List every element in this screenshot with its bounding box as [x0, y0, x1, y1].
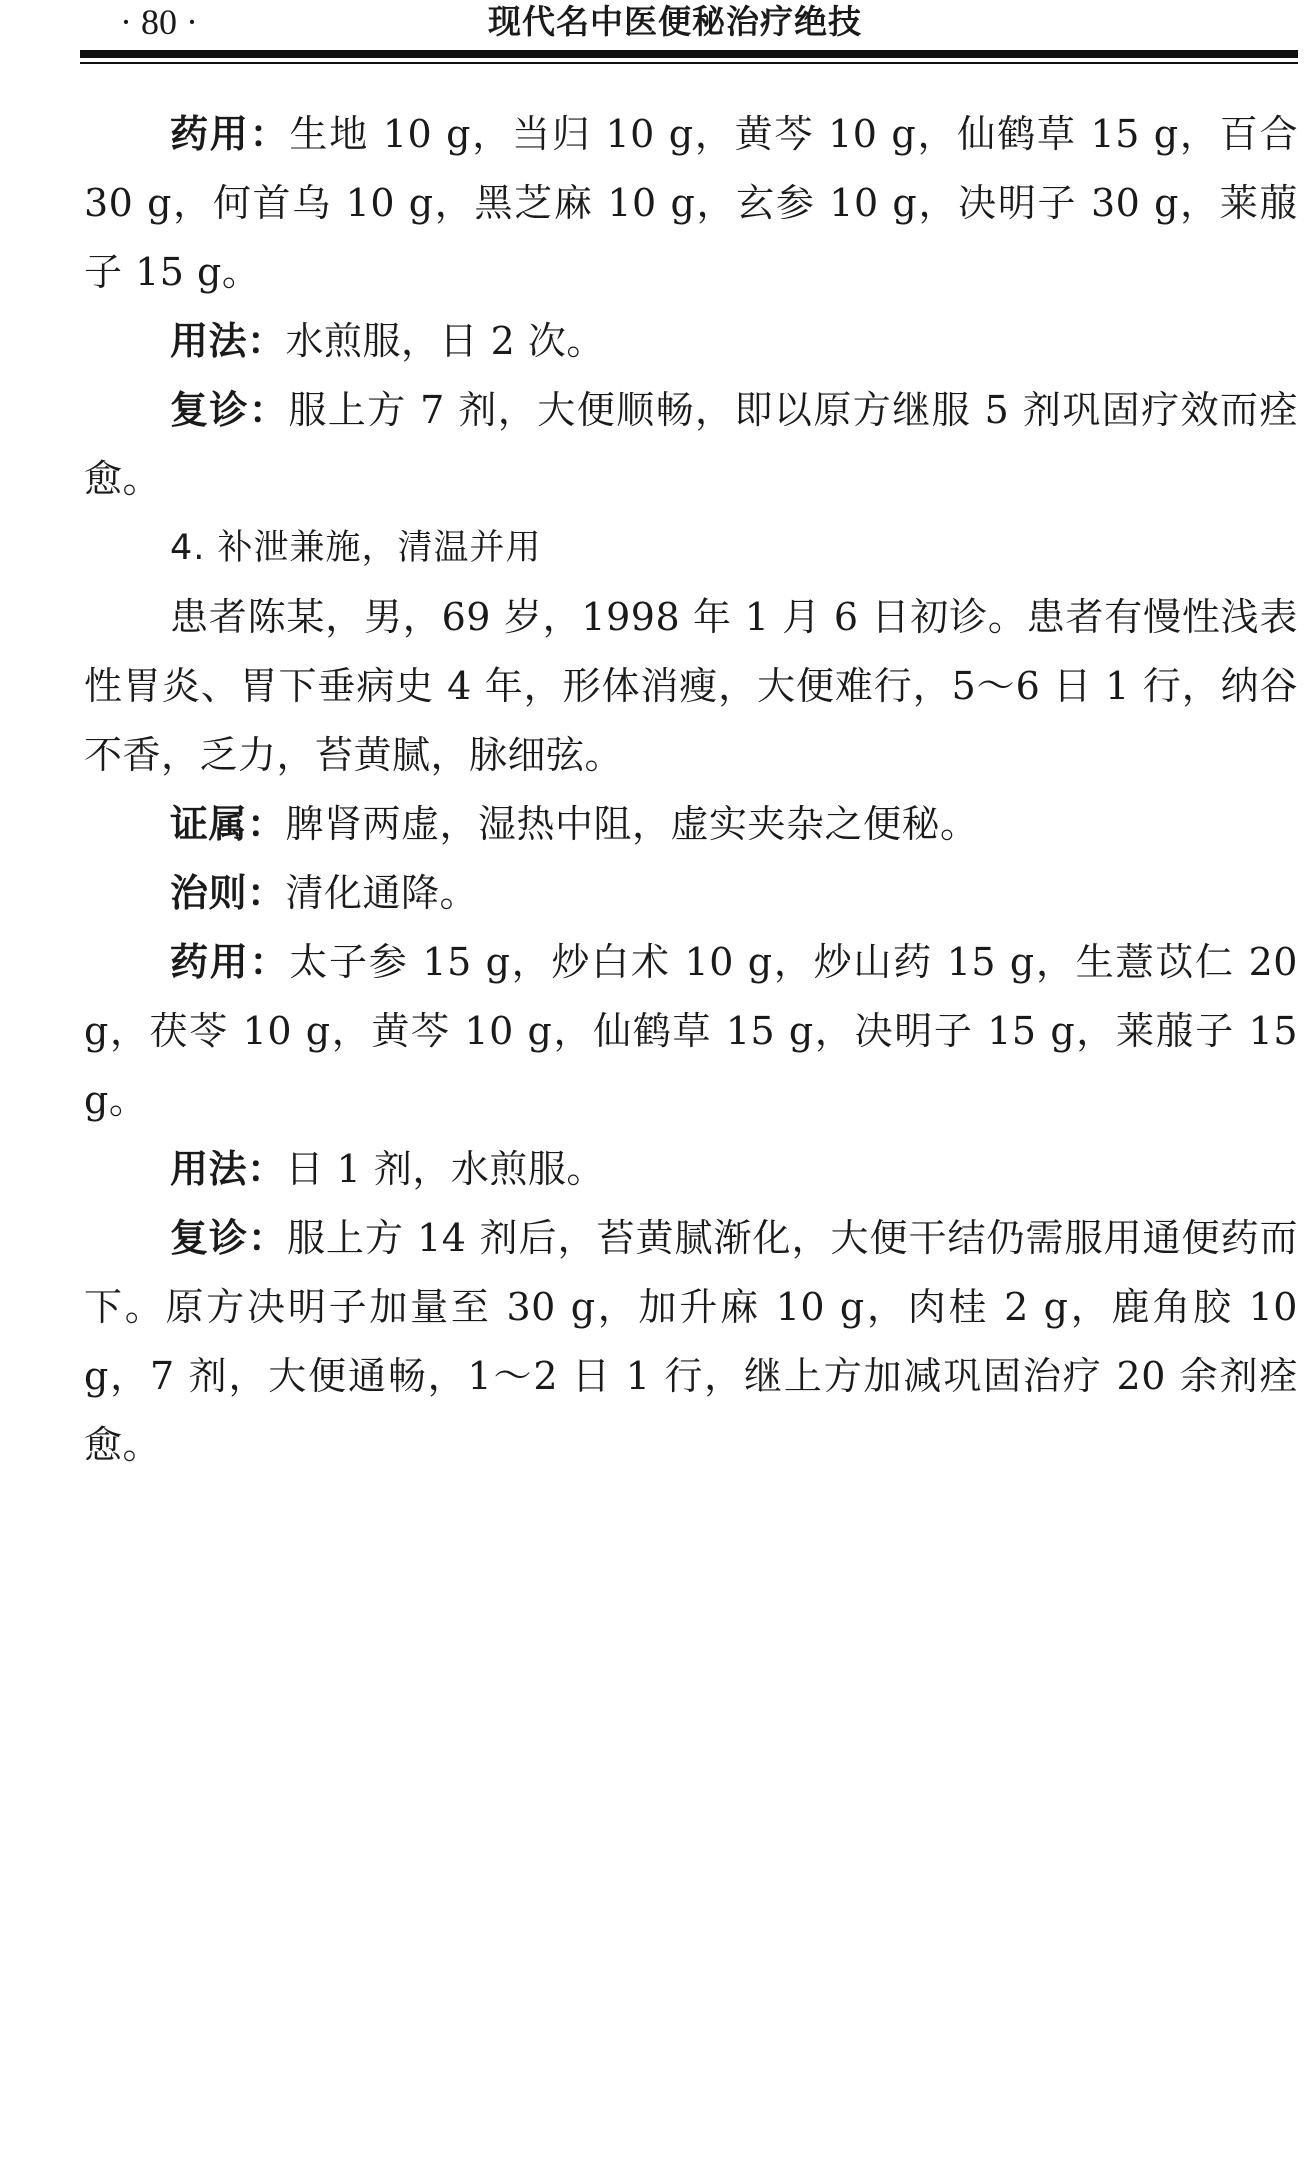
paragraph-treatment-principle	[84, 859, 1298, 928]
body-text	[84, 100, 1298, 1480]
header-rule-thin	[80, 62, 1298, 64]
paragraph-followup-2	[84, 1204, 1298, 1480]
paragraph-label: 药用：	[170, 940, 290, 984]
paragraph-usage-2	[84, 1135, 1298, 1204]
paragraph-label: 复诊：	[170, 1216, 287, 1260]
paragraph-label: 药用：	[170, 112, 290, 156]
running-title: 现代名中医便秘治疗绝技	[488, 2, 862, 41]
paragraph-case-description	[84, 583, 1298, 790]
paragraph-prescription-2	[84, 928, 1298, 1135]
paragraph-text: 太子参 15 g，炒白术 10 g，炒山药 15 g，生薏苡仁 20 g，茯苓 10 g，黄芩 10 g，仙鹤草 15 g，决明子 15 g，莱菔子 15 g。	[84, 940, 1298, 1122]
paragraph-text: 日 1 剂，水煎服。	[285, 1147, 605, 1191]
paragraph-label: 治则：	[170, 871, 286, 915]
paragraph-text: 服上方 7 剂，大便顺畅，即以原方继服 5 剂巩固疗效而痊愈。	[84, 388, 1298, 501]
page-header	[80, 0, 1300, 48]
paragraph-usage-1	[84, 307, 1298, 376]
paragraph-text: 脾肾两虚，湿热中阻，虚实夹杂之便秘。	[285, 802, 979, 846]
paragraph-diagnosis	[84, 790, 1298, 859]
paragraph-label: 用法：	[170, 1147, 286, 1191]
paragraph-text: 生地 10 g，当归 10 g，黄芩 10 g，仙鹤草 15 g，百合 30 g，何首乌 10 g，黑芝麻 10 g，玄参 10 g，决明子 30 g，莱菔子 15 g。	[84, 112, 1298, 294]
paragraph-label: 证属：	[170, 802, 286, 846]
paragraph-followup-1	[84, 376, 1298, 514]
header-rule-thick	[80, 50, 1298, 58]
paragraph-text: 水煎服，日 2 次。	[285, 319, 605, 363]
paragraph-text: 清化通降。	[285, 871, 479, 915]
page-number: · 80 ·	[120, 2, 198, 42]
paragraph-prescription-1	[84, 100, 1298, 307]
paragraph-text: 患者陈某，男，69 岁，1998 年 1 月 6 日初诊。患者有慢性浅表性胃炎、胃下垂病史 4 年，形体消瘦，大便难行，5～6 日 1 行，纳谷不香，乏力，苔黄腻，脉细弦。	[84, 595, 1298, 777]
section-heading: 4. 补泄兼施，清温并用	[170, 528, 542, 568]
paragraph-label: 复诊：	[170, 388, 289, 432]
paragraph-label: 用法：	[170, 319, 286, 363]
paragraph-text: 服上方 14 剂后，苔黄腻渐化，大便干结仍需服用通便药而下。原方决明子加量至 30 g，加升麻 10 g，肉桂 2 g，鹿角胶 10 g，7 剂，大便通畅，1～2 日 1 行，继上方加减巩固治疗 20 余剂痊愈。	[84, 1216, 1298, 1467]
